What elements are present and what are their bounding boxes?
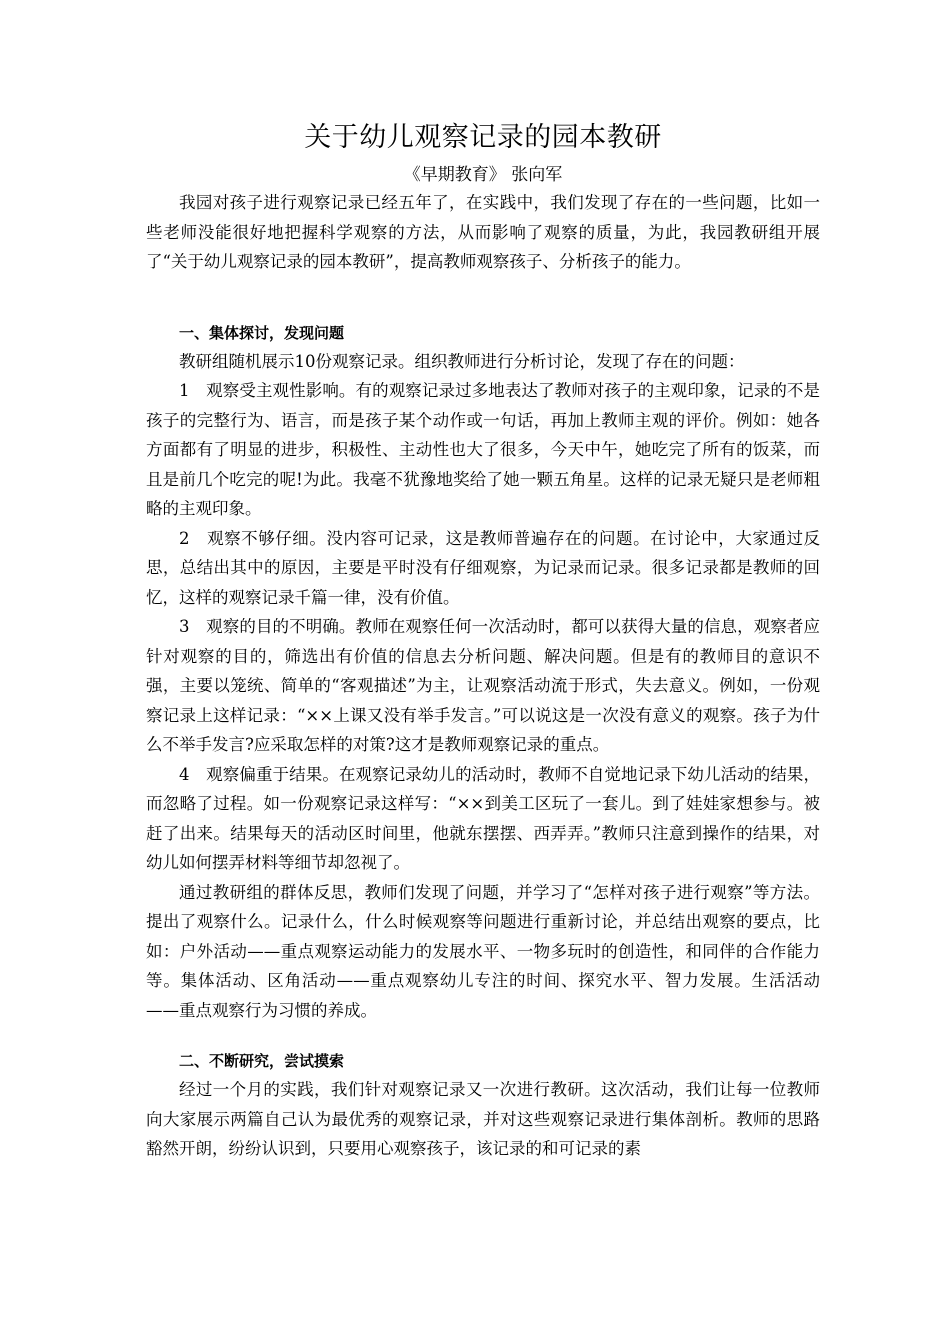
- section1-paragraph: 4 观察偏重于结果。在观察记录幼儿的活动时，教师不自觉地记录下幼儿活动的结果，而忽略了过程。如一份观察记录这样写：“××到美工区玩了一套儿。到了娃娃家想参与。被赶了出来。结果每天的活动区时间里，他就东摆摆、西弄弄。”教师只注意到操作的结果，对幼儿如何摆弄材料等细节却忽视了。: [146, 764, 820, 872]
- spacer: [146, 1025, 820, 1047]
- section1-paragraph: 通过教研组的群体反思，教师们发现了问题，并学习了“怎样对孩子进行观察”等方法。提出了观察什么。记录什么，什么时候观察等问题进行重新讨论，并总结出观察的要点，比如：户外活动——重点观察运动能力的发展水平、一物多玩时的创造性，和同伴的合作能力等。集体活动、区角活动——重点观察幼儿专注的时间、探究水平、智力发展。生活活动——重点观察行为习惯的养成。: [146, 882, 820, 1020]
- section1-paragraph: 1 观察受主观性影响。有的观察记录过多地表达了教师对孩子的主观印象，记录的不是孩子的完整行为、语言，而是孩子某个动作或一句话，再加上教师主观的评价。例如：她各方面都有了明显的进步，积极性、主动性也大了很多，今天中午，她吃完了所有的饭菜，而且是前几个吃完的呢!为此。我毫不犹豫地奖给了她一颗五角星。这样的记录无疑只是老师粗略的主观印象。: [146, 381, 820, 518]
- document-source-author: 《早期教育》 张向军: [403, 165, 563, 185]
- spacer: [146, 277, 820, 319]
- section1-paragraph: 教研组随机展示10份观察记录。组织教师进行分析讨论，发现了存在的问题：: [179, 351, 745, 371]
- section1-paragraph: 2 观察不够仔细。没内容可记录，这是教师普遍存在的问题。在讨论中，大家通过反思，总结出其中的原因，主要是平时没有仔细观察，为记录而记录。很多记录都是教师的回忆，这样的观察记录千篇一律，没有价值。: [146, 528, 820, 607]
- document-title: 关于幼儿观察记录的园本教研: [304, 122, 662, 153]
- section2-paragraph: 经过一个月的实践，我们针对观察记录又一次进行教研。这次活动，我们让每一位教师向大家展示两篇自己认为最优秀的观察记录，并对这些观察记录进行集体剖析。教师的思路豁然开朗，纷纷认识到，只要用心观察孩子，该记录的和可记录的素: [146, 1080, 820, 1158]
- intro-paragraph: 我园对孩子进行观察记录已经五年了，在实践中，我们发现了存在的一些问题，比如一些老师没能很好地把握科学观察的方法，从而影响了观察的质量，为此，我园教研组开展了“关于幼儿观察记录的园本教研”，提高教师观察孩子、分析孩子的能力。: [146, 193, 820, 271]
- section-heading-1: 一、集体探讨，发现问题: [179, 323, 345, 342]
- section1-paragraph: 3 观察的目的不明确。教师在观察任何一次活动时，都可以获得大量的信息，观察者应针对观察的目的，筛选出有价值的信息去分析问题、解决问题。但是有的教师目的意识不强，主要以笼统、简单的“客观描述”为主，让观察活动流于形式，失去意义。例如，一份观察记录上这样记录：“××上课又没有举手发言。”可以说这是一次没有意义的观察。孩子为什么不举手发言?应采取怎样的对策?这才是教师观察记录的重点。: [146, 617, 820, 754]
- section-heading-2: 二、不断研究，尝试摸索: [179, 1052, 345, 1070]
- document-page: [146, 118, 820, 1164]
